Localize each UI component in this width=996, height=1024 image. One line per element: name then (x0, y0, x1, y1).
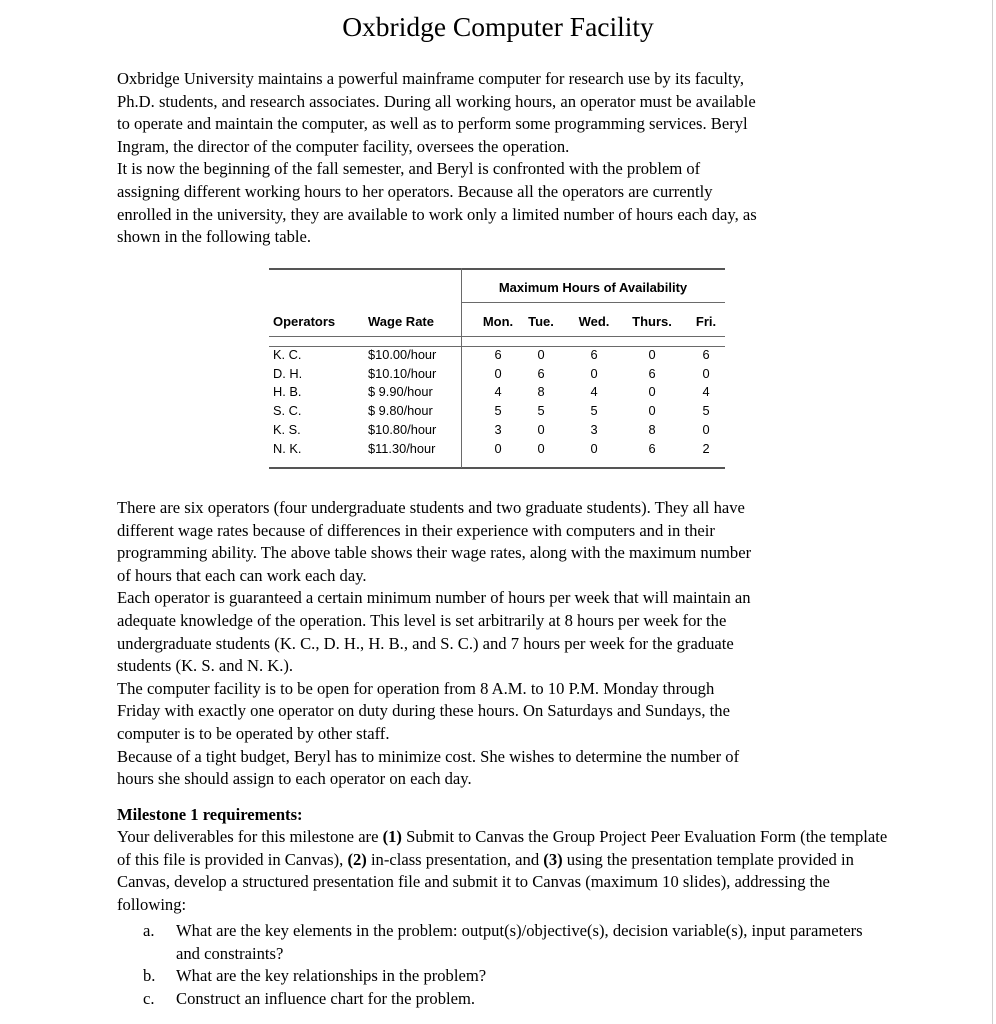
body-paragraph: There are six operators (four undergraduate students and two graduate students). They all have different wage rates because of differences in their experience with computers and in their programming ability. The above table shows their wage rates, along with the maximum number of hours that each can work each day. Each operator is guaranteed a certain minimum number of hours per week that will maintain an adequate knowledge of the operation. This level is set arbitrarily at 8 hours per week for the undergraduate students (K. C., D. H., H. B., and S. C.) and 7 hours per week for the graduate students (K. S. and N. K.). The computer facility is to be open for operation from 8 A.M. to 10 P.M. Monday through Friday with exactly one operator on duty during these hours. On Saturdays and Sundays, the computer is to be operated by other staff. Because of a tight budget, Beryl has to minimize cost. She wishes to determine the number of hours she should assign to each operator on each day. (117, 498, 752, 789)
deliverable-3-marker: (3) (543, 849, 563, 869)
hours-cell: 0 (590, 440, 598, 456)
hours-cell: 0 (702, 365, 710, 381)
requirement-item (143, 965, 873, 988)
requirement-text: What are the key elements in the problem: output(s)/objective(s), decision variable(s), input parameters and constraints? (176, 921, 863, 963)
column-divider (461, 268, 462, 468)
hours-cell: 4 (702, 384, 710, 400)
day-header: Tue. (528, 314, 554, 329)
day-header: Wed. (578, 314, 610, 329)
requirement-text: What are the key relationships in the problem? (176, 966, 487, 986)
document-title: Oxbridge Computer Facility (342, 11, 654, 42)
hours-cell: 6 (648, 440, 656, 456)
requirement-item (143, 920, 873, 965)
operator-name: K. S. (273, 421, 301, 437)
day-header: Fri. (695, 314, 717, 329)
hours-cell: 0 (537, 421, 545, 437)
hours-cell: 4 (494, 384, 502, 400)
hours-cell: 6 (494, 347, 502, 362)
wage-rate: $11.30/hour (368, 440, 436, 456)
hours-cell: 3 (494, 421, 502, 437)
requirement-marker: c. (143, 988, 155, 1008)
group-header-rule (461, 302, 725, 303)
wage-rate: $ 9.90/hour (368, 384, 433, 400)
milestone-heading: Milestone 1 requirements: (117, 805, 303, 824)
operator-name: D. H. (273, 365, 303, 381)
requirements-list (143, 920, 873, 1010)
requirement-marker: a. (143, 921, 155, 940)
hours-cell: 6 (702, 347, 710, 362)
availability-table (269, 268, 725, 468)
deliverables-intro: Your deliverables for this milestone are (117, 827, 383, 846)
hours-cell: 6 (590, 347, 598, 362)
milestone-deliverables (117, 826, 897, 916)
wage-rate-header: Wage Rate (368, 314, 434, 329)
header-bottom-rule (269, 336, 725, 337)
hours-cell: 3 (590, 421, 598, 437)
requirement-item (143, 988, 873, 1011)
requirement-marker: b. (143, 966, 156, 986)
operator-name: H. B. (273, 384, 302, 400)
requirement-text: Construct an influence chart for the problem. (176, 988, 476, 1008)
deliverable-3-text: using the presentation template provided in Canvas, develop a structured presentation file and submit it to Canvas (maximum 10 slides), addressing the following: (117, 849, 854, 914)
page-edge-rule (992, 0, 993, 1024)
hours-cell: 5 (702, 403, 710, 419)
hours-cell: 0 (537, 347, 545, 362)
availability-group-header: Maximum Hours of Availability (498, 280, 688, 295)
hours-cell: 0 (648, 403, 656, 419)
deliverable-2-text: in-class presentation, and (366, 849, 544, 869)
wage-rate: $10.80/hour (368, 421, 437, 437)
hours-cell: 0 (648, 347, 656, 362)
wage-rate: $10.10/hour (368, 365, 437, 381)
hours-cell: 8 (537, 384, 545, 400)
hours-cell: 5 (590, 403, 598, 419)
wage-rate: $10.00/hour (368, 347, 437, 362)
hours-cell: 4 (590, 384, 598, 400)
hours-cell: 8 (648, 421, 656, 437)
hours-cell: 5 (537, 403, 545, 419)
hours-cell: 6 (537, 365, 545, 381)
hours-cell: 5 (494, 403, 502, 419)
hours-cell: 0 (702, 421, 710, 437)
hours-cell: 0 (494, 440, 502, 456)
day-header: Mon. (482, 314, 514, 329)
operators-header: Operators (273, 314, 336, 329)
table-bottom-rule (269, 467, 725, 469)
hours-cell: 0 (537, 440, 545, 456)
hours-cell: 0 (494, 365, 502, 381)
hours-cell: 6 (648, 365, 656, 381)
operator-name: K. C. (273, 347, 302, 362)
operator-name: N. K. (273, 440, 302, 456)
day-header: Thurs. (632, 314, 672, 329)
table-top-rule (269, 268, 725, 270)
deliverable-2-marker: (2) (347, 849, 367, 869)
hours-cell: 0 (648, 384, 656, 400)
hours-cell: 2 (702, 440, 710, 456)
deliverable-1-marker: (1) (382, 827, 402, 846)
wage-rate: $ 9.80/hour (368, 403, 433, 419)
deliverable-1-text: Submit to Canvas the Group Project Peer Evaluation Form (the template of this file is provided in Canvas), (117, 827, 888, 869)
intro-paragraph: Oxbridge University maintains a powerful mainframe computer for research use by its faculty, Ph.D. students, and research associates. During all working hours, an operator must be available to operate and maintain the computer, as well as to perform some programming services. Beryl Ingram, the director of the computer facility, oversees the operation. It is now the beginning of the fall semester, and Beryl is confronted with the problem of assigning different working hours to her operators. Because all the operators are currently enrolled in the university, they are available to work only a limited number of hours each day, as shown in the following table. (117, 69, 757, 247)
hours-cell: 0 (590, 365, 598, 381)
operator-name: S. C. (273, 403, 302, 419)
